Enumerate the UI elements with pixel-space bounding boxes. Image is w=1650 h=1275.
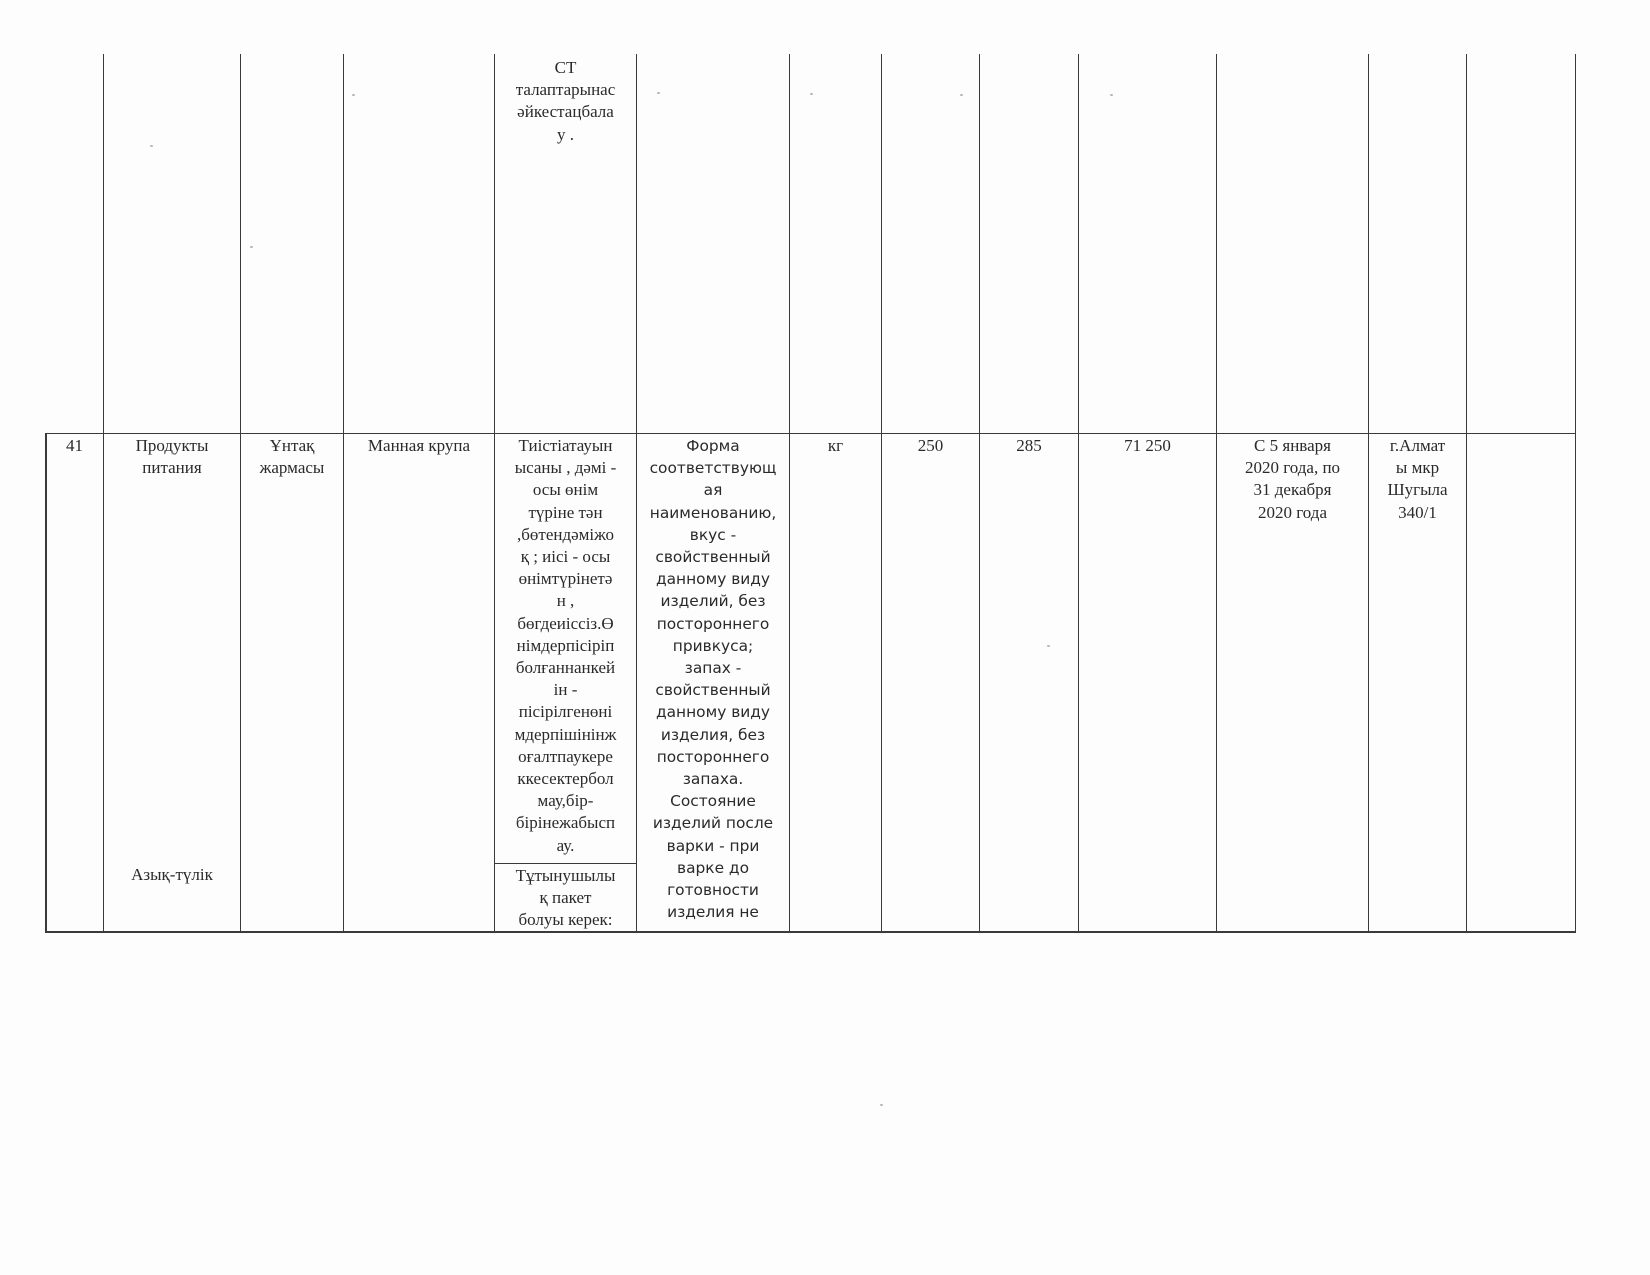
- row-number: 41: [66, 436, 83, 455]
- column-border: [1216, 54, 1217, 932]
- scan-artifact: [1110, 94, 1113, 96]
- scan-artifact: [1047, 645, 1050, 647]
- column-border: [45, 433, 47, 932]
- category-ru: Продукты питания: [135, 436, 209, 478]
- column-border: [1466, 54, 1467, 932]
- scan-artifact: [810, 93, 813, 95]
- column-border: [494, 54, 495, 932]
- column-border: [789, 54, 790, 932]
- row-border: [45, 433, 1576, 434]
- quantity: 250: [917, 436, 944, 455]
- unit-of-measure: кг: [827, 436, 844, 455]
- row-border: [45, 931, 1576, 933]
- unit-price: 285: [1016, 436, 1042, 455]
- column-border: [103, 54, 104, 932]
- column-border: [979, 54, 980, 932]
- column-border: [1575, 54, 1576, 932]
- column-border: [1078, 54, 1079, 932]
- total-amount: 71 250: [1124, 436, 1171, 455]
- delivery-place: г.Алмат ы мкр Шугыла 340/1: [1387, 436, 1448, 522]
- delivery-term: С 5 января 2020 года, по 31 декабря 2020 года: [1244, 436, 1341, 522]
- product-name-ru: Манная крупа: [367, 436, 471, 455]
- scan-artifact: [250, 246, 253, 248]
- column-border: [240, 54, 241, 932]
- scan-artifact: [352, 94, 355, 96]
- column-border: [1368, 54, 1369, 932]
- column-border: [636, 54, 637, 932]
- scan-artifact: [150, 145, 153, 147]
- column-border: [343, 54, 344, 932]
- column-border: [881, 54, 882, 932]
- standard-compliance-tail-kz: СТ талаптарынас әйкестацбала у .: [515, 58, 616, 144]
- packaging-kz: Тұтынушылы қ пакет болуы керек:: [515, 866, 616, 930]
- scan-artifact: [960, 94, 963, 96]
- specification-ru: Форма соответствующ ая наименованию, вкус - свойственный данному виду изделий, без постороннего привкуса; запах - свойственный данному виду изделия, без постороннего запаха. Состояние изделий после варки - при варке до готовности изделия не: [649, 437, 777, 922]
- scan-artifact: [880, 1104, 883, 1106]
- category-kz: Азық-түлік: [131, 865, 213, 884]
- subcell-border: [494, 863, 636, 864]
- product-name-kz: Ұнтақ жармасы: [259, 436, 325, 478]
- specification-kz: Тиістіатауын ысаны , дәмі - осы өнім түріне тән ,бөтендәміжо қ ; иісі - осы өнімтүрінетә н , бөгдеиіссіз.Ө німдерпісіріп болғаннанкей ін - пісірілгенөні мдерпішінінж oғалтпаукере ккесектербол мау,бір- бірінежабысп ау.: [514, 436, 617, 855]
- scan-artifact: [657, 92, 660, 94]
